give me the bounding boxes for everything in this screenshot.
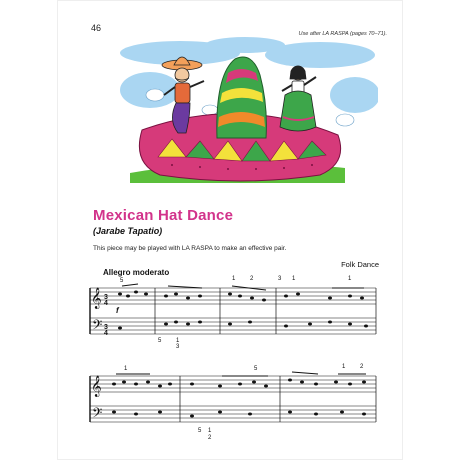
barlines	[155, 288, 376, 334]
bass-clef-icon: 𝄢	[92, 319, 103, 336]
fingering: 1	[208, 428, 212, 434]
treble-clef-icon: 𝄞	[91, 288, 102, 308]
fingering: 2	[360, 364, 364, 370]
bass-staff	[90, 318, 376, 334]
fingering: 3	[176, 344, 180, 350]
music-system-1	[80, 274, 380, 364]
svg-text:4: 4	[104, 300, 108, 307]
cloud	[146, 89, 164, 101]
fingering: 5	[120, 278, 124, 284]
fingering: 1	[342, 364, 346, 370]
time-signature: 3	[104, 294, 108, 301]
svg-text:4: 4	[104, 330, 108, 337]
treble-clef-icon: 𝄞	[91, 376, 102, 396]
dynamic-marking: f	[116, 306, 119, 315]
treble-staff	[90, 288, 376, 304]
fingering: 5	[158, 338, 162, 344]
fingering: 1	[292, 276, 296, 282]
beams	[122, 284, 364, 290]
attribution: Folk Dance	[341, 260, 379, 269]
treble-staff	[90, 376, 376, 392]
bass-staff	[90, 406, 376, 422]
svg-text:3: 3	[104, 324, 108, 331]
woman-dancer	[280, 66, 316, 131]
fingering: 1	[348, 276, 352, 282]
fingering: 3	[278, 276, 282, 282]
fingering: 2	[208, 435, 212, 441]
cloud	[336, 114, 354, 126]
fingering: 1	[232, 276, 236, 282]
fingering: 5	[254, 366, 258, 372]
tempo-marking: Allegro moderato	[103, 268, 170, 277]
fingering: 1	[176, 338, 180, 344]
pairing-note: This piece may be played with LA RASPA to make an effective pair.	[93, 245, 287, 252]
bass-clef-icon: 𝄢	[92, 407, 103, 424]
beams	[116, 372, 366, 376]
sombrero-dance-illustration	[120, 35, 378, 193]
piece-subtitle: (Jarabe Tapatio)	[93, 226, 163, 236]
fingering: 2	[250, 276, 254, 282]
fingering: 5	[198, 428, 202, 434]
use-after-note: Use after LA RASPA (pages 70–71).	[298, 31, 387, 37]
barlines	[180, 376, 376, 422]
cloud	[202, 105, 218, 115]
page-number: 46	[91, 23, 102, 33]
music-system-2	[80, 362, 380, 452]
piece-title: Mexican Hat Dance	[93, 207, 234, 224]
fingering: 1	[124, 366, 128, 372]
